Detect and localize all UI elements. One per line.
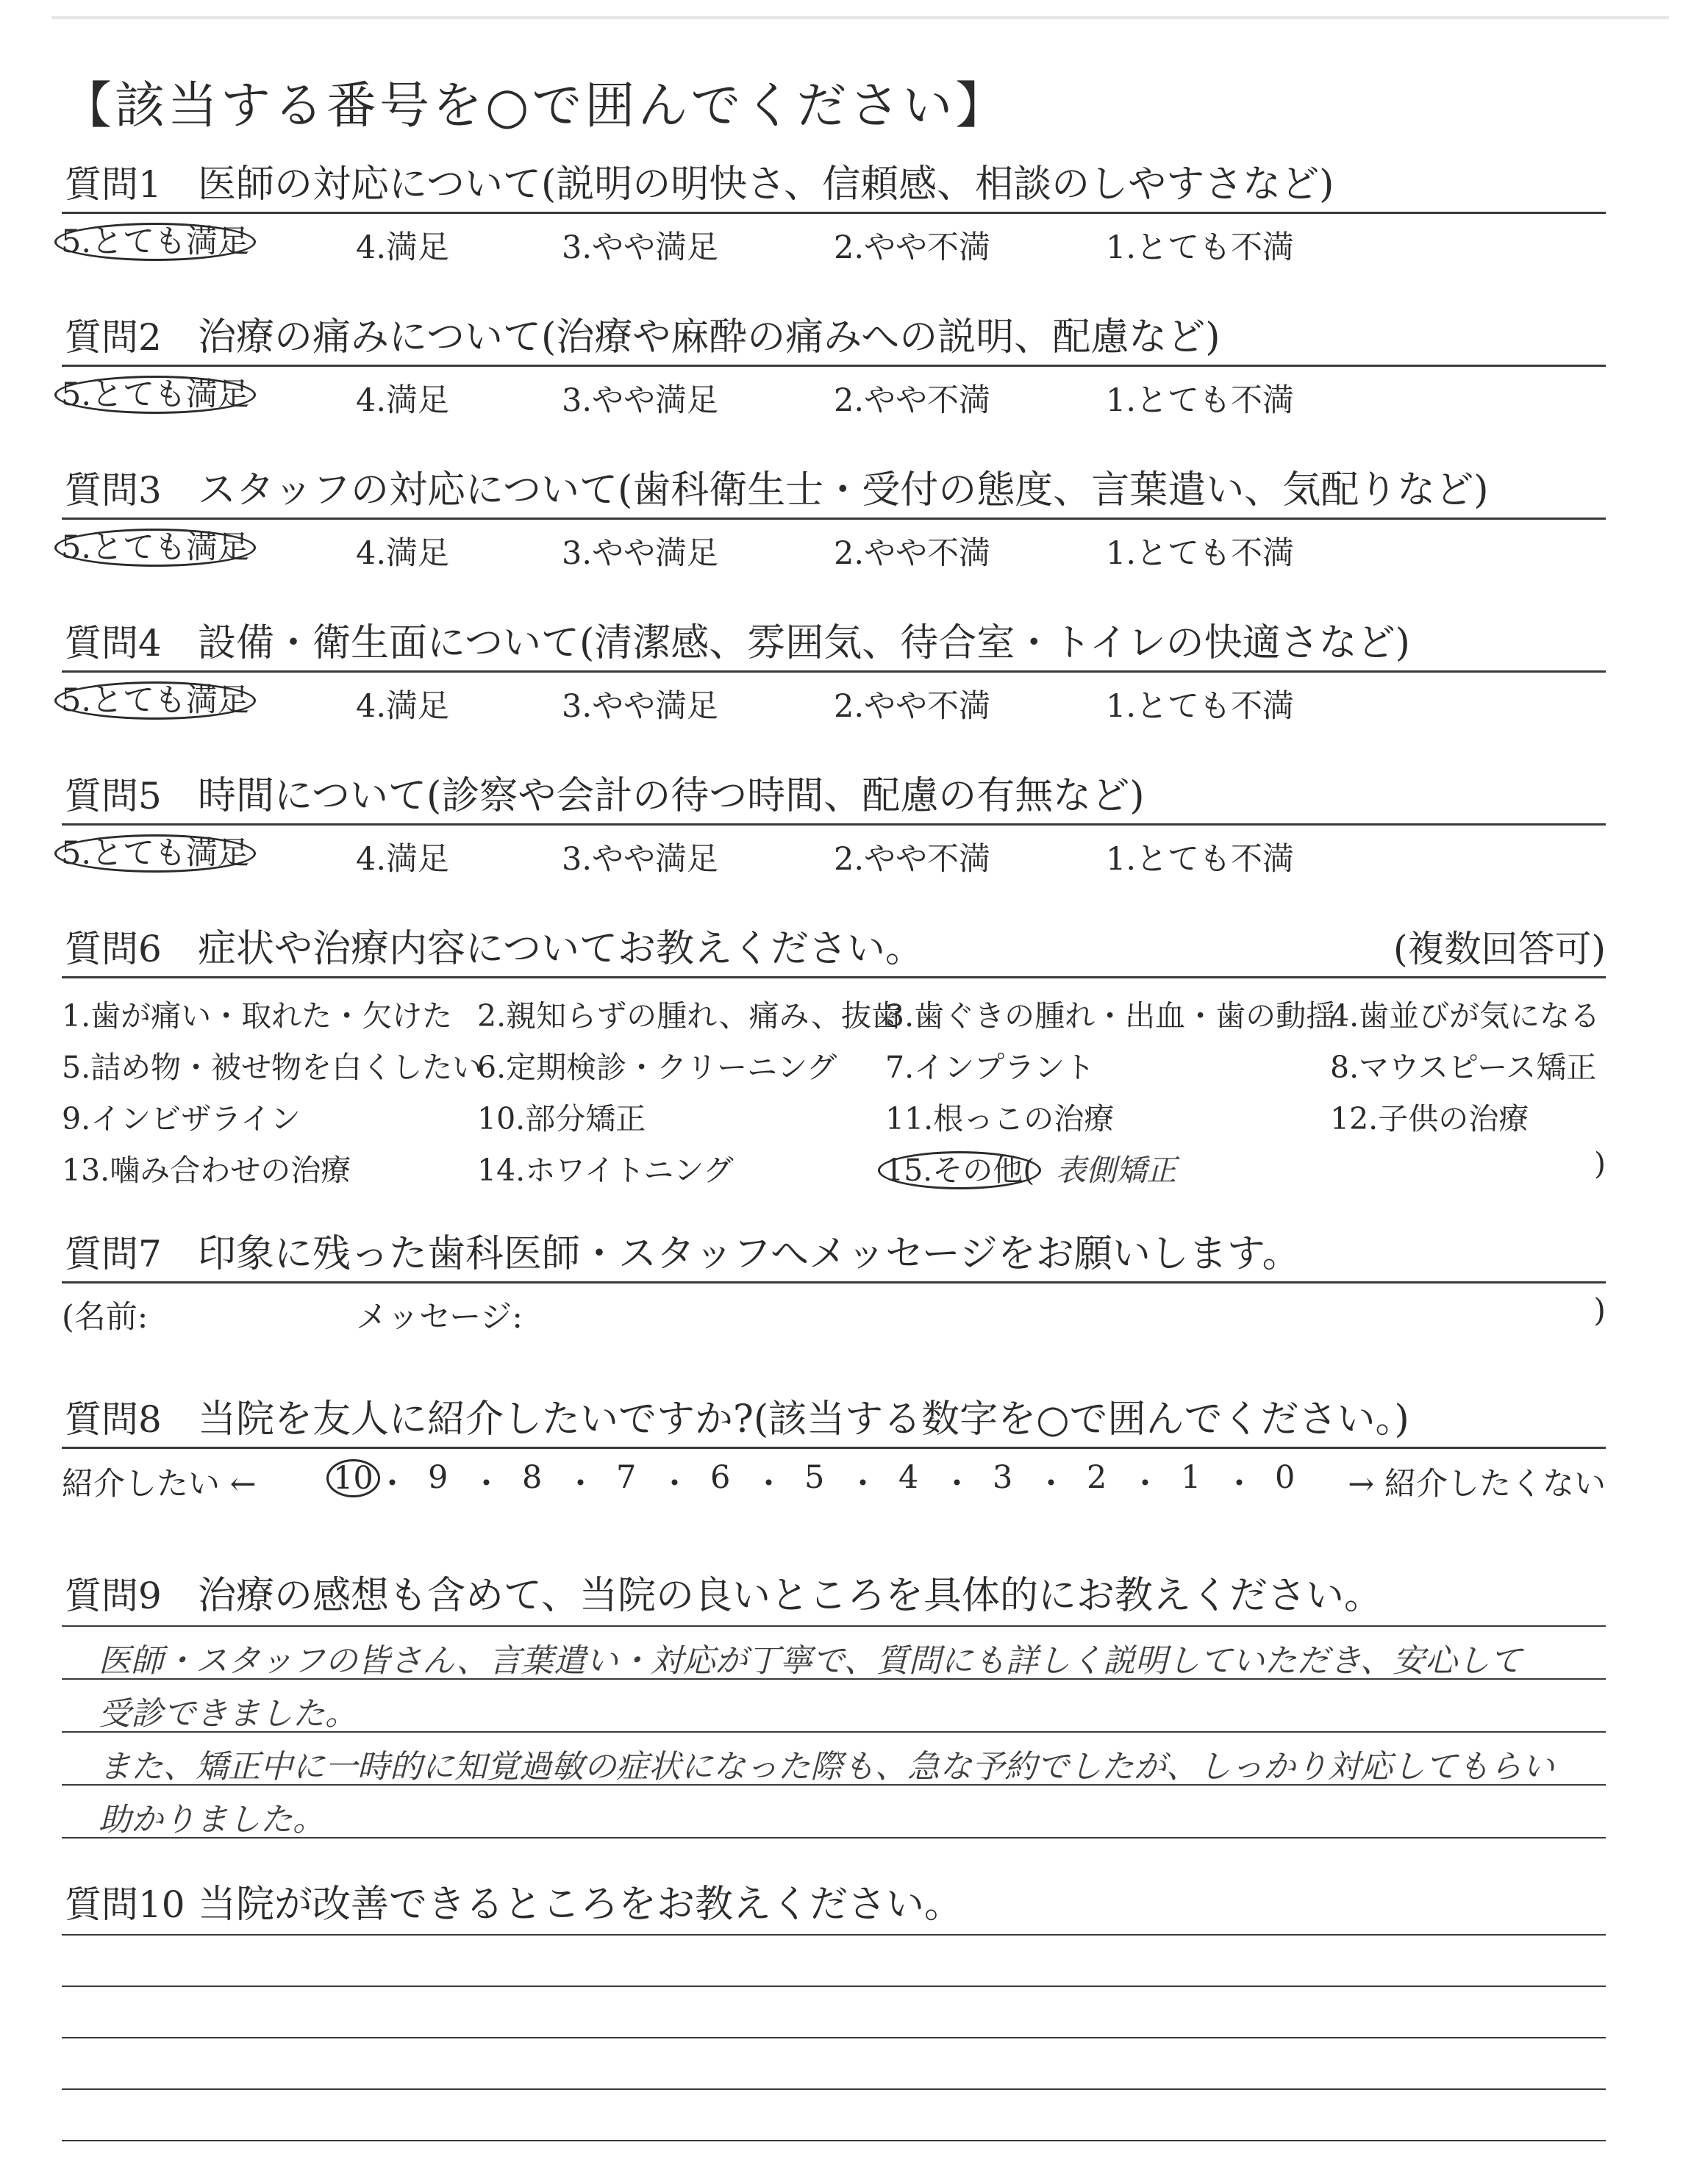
scale-value[interactable]: 6 <box>710 1459 731 1496</box>
handwritten-answer-line: 医師・スタッフの皆さん、言葉遣い・対応が丁寧で、質問にも詳しく説明していただき、安心して <box>99 1642 1522 1680</box>
treatment-option-label: 2.親知らずの腫れ、痛み、抜歯 <box>477 998 902 1034</box>
scale-value[interactable]: 4 <box>898 1459 919 1496</box>
rating-option[interactable]: 1.とても不満 <box>1106 382 1295 419</box>
treatment-option[interactable] <box>1330 992 1600 1035</box>
question-9 <box>62 1562 1606 1919</box>
question-text: 印象に残った歯科医師・スタッフへメッセージをお願いします。 <box>198 1232 1301 1276</box>
rating-option[interactable]: 2.やや不満 <box>834 535 991 572</box>
scale-dot: ・ <box>847 1466 879 1503</box>
close-paren: ) <box>1593 1292 1606 1329</box>
question-number: 質問8 <box>65 1398 162 1441</box>
handwritten-answer-line: 受診できました。 <box>99 1695 357 1733</box>
question-number: 質問1 <box>65 163 162 206</box>
question-number: 質問9 <box>65 1575 162 1617</box>
rating-options <box>62 367 1606 418</box>
question-7 <box>62 1220 1606 1335</box>
scale-value[interactable]: 0 <box>1275 1459 1295 1496</box>
treatment-option-label: 7.インプラント <box>885 1050 1096 1085</box>
rating-option[interactable]: 3.やや満足 <box>562 841 719 878</box>
name-label: (名前: <box>62 1299 149 1336</box>
treatment-option[interactable] <box>477 992 901 1035</box>
question-4 <box>62 609 1606 724</box>
scale-dot: ・ <box>471 1466 502 1503</box>
question-text: 症状や治療内容についてお教えください。 <box>198 927 923 971</box>
treatment-option-selected[interactable] <box>885 1146 1176 1189</box>
question-1 <box>62 151 1606 265</box>
rating-option-selected[interactable]: 5.とても満足 <box>54 223 256 261</box>
question-header <box>62 457 1606 520</box>
rating-option[interactable]: 3.やや満足 <box>562 535 719 572</box>
treatment-option-label: 8.マウスピース矯正 <box>1330 1050 1597 1085</box>
rating-option[interactable]: 4.満足 <box>356 688 450 725</box>
question-header <box>62 151 1606 214</box>
question-text: 治療の感想も含めて、当院の良いところを具体的にお教えください。 <box>198 1574 1382 1618</box>
treatment-option[interactable] <box>62 1095 301 1138</box>
ruled-line <box>62 2037 1606 2038</box>
rating-option[interactable]: 2.やや不満 <box>834 841 991 878</box>
treatment-option[interactable] <box>885 1095 1114 1138</box>
other-handwritten: 表側矯正 <box>1056 1153 1177 1188</box>
ruled-line <box>62 1934 1606 1936</box>
treatment-option[interactable] <box>477 1095 646 1138</box>
treatment-option-label: 4.歯並びが気になる <box>1330 998 1601 1034</box>
treatment-option[interactable] <box>62 992 452 1035</box>
rating-option-selected[interactable]: 5.とても満足 <box>54 529 256 567</box>
handwritten-answer-line: 助かりました。 <box>99 1801 325 1839</box>
treatment-option[interactable] <box>62 1146 351 1189</box>
rating-option[interactable]: 4.満足 <box>356 841 450 878</box>
rating-option[interactable]: 1.とても不満 <box>1106 535 1295 572</box>
rating-options <box>62 826 1606 877</box>
treatment-option-label: 13.噛み合わせの治療 <box>62 1153 351 1188</box>
rating-option[interactable]: 4.満足 <box>356 382 450 419</box>
treatment-option-label: 15.その他( <box>878 1151 1041 1189</box>
top-divider <box>51 16 1669 19</box>
treatment-option[interactable] <box>62 1043 482 1086</box>
question-text: 当院を友人に紹介したいですか?(該当する数字を○で囲んでください。) <box>198 1397 1409 1442</box>
treatment-option-label: 6.定期検診・クリーニング <box>477 1050 837 1085</box>
other-close-paren: ) <box>1594 1146 1606 1181</box>
rating-option[interactable]: 4.満足 <box>356 229 450 266</box>
treatment-options <box>62 978 1606 1188</box>
scale-value-selected[interactable]: 10 <box>326 1459 380 1497</box>
question-text: 医師の対応について(説明の明快さ、信頼感、相談のしやすさなど) <box>198 162 1334 207</box>
scale-dot: ・ <box>1035 1466 1067 1503</box>
rating-option-selected[interactable]: 5.とても満足 <box>54 376 256 414</box>
treatment-option-label: 14.ホワイトニング <box>477 1153 734 1188</box>
scale-right-label: → 紹介したくない <box>1348 1466 1606 1503</box>
ruled-line <box>62 1625 1606 1627</box>
question-8 <box>62 1386 1606 1508</box>
treatment-option[interactable] <box>1330 1043 1596 1086</box>
rating-option[interactable]: 3.やや満足 <box>562 688 719 725</box>
scale-dot: ・ <box>376 1466 408 1503</box>
scale-value[interactable]: 3 <box>993 1459 1013 1496</box>
rating-option[interactable]: 3.やや満足 <box>562 229 719 266</box>
rating-option-selected[interactable]: 5.とても満足 <box>54 681 256 720</box>
scale-left-label: 紹介したい ← <box>62 1466 257 1503</box>
scale-dot: ・ <box>659 1466 690 1503</box>
question-number: 質問10 <box>65 1883 185 1926</box>
rating-option[interactable]: 2.やや不満 <box>834 229 991 266</box>
question-5 <box>62 762 1606 877</box>
scale-dot: ・ <box>1129 1466 1161 1503</box>
treatment-option[interactable] <box>885 1043 1095 1086</box>
rating-option[interactable]: 2.やや不満 <box>834 688 991 725</box>
rating-option[interactable]: 1.とても不満 <box>1106 688 1295 725</box>
question-2 <box>62 304 1606 418</box>
question-number: 質問7 <box>65 1233 162 1275</box>
recommend-scale <box>62 1449 1606 1508</box>
question-text: 治療の痛みについて(治療や麻酔の痛みへの説明、配慮など) <box>198 315 1221 359</box>
question-text: 時間について(診察や会計の待つ時間、配慮の有無など) <box>198 774 1145 818</box>
question-header <box>62 304 1606 367</box>
treatment-option-label: 5.詰め物・被せ物を白くしたい <box>62 1050 483 1085</box>
question-header <box>62 762 1606 826</box>
rating-option[interactable]: 2.やや不満 <box>834 382 991 419</box>
treatment-option-label: 3.歯ぐきの腫れ・出血・歯の動揺 <box>885 998 1337 1034</box>
rating-options <box>62 214 1606 265</box>
rating-option[interactable]: 4.満足 <box>356 535 450 572</box>
treatment-option-label: 10.部分矯正 <box>477 1101 646 1136</box>
handwritten-answer-line: また、矯正中に一時的に知覚過敏の症状になった際も、急な予約でしたが、しっかり対応してもらい <box>99 1748 1554 1786</box>
ruled-line <box>62 1986 1606 1987</box>
question-note: (複数回答可) <box>1393 928 1606 970</box>
rating-options <box>62 673 1606 724</box>
scale-value[interactable]: 5 <box>804 1459 825 1496</box>
question-number: 質問5 <box>65 775 162 817</box>
question-text: 当院が改善できるところをお教えください。 <box>198 1883 963 1927</box>
scale-dot: ・ <box>565 1466 596 1503</box>
treatment-option-label: 12.子供の治療 <box>1330 1101 1529 1136</box>
rating-option[interactable]: 1.とても不満 <box>1106 841 1295 878</box>
ruled-line <box>62 2088 1606 2090</box>
rating-option[interactable]: 3.やや満足 <box>562 382 719 419</box>
scale-value[interactable]: 7 <box>616 1459 637 1496</box>
treatment-option[interactable] <box>885 992 1336 1035</box>
scale-value[interactable]: 2 <box>1087 1459 1107 1496</box>
question-number: 質問4 <box>65 622 162 665</box>
scale-dot: ・ <box>1223 1466 1255 1503</box>
question-text: 設備・衛生面について(清潔感、雰囲気、待合室・トイレの快適さなど) <box>198 621 1410 665</box>
scale-dot: ・ <box>941 1466 973 1503</box>
question-3 <box>62 457 1606 571</box>
scale-value[interactable]: 8 <box>522 1459 543 1496</box>
treatment-option[interactable] <box>1330 1095 1529 1138</box>
page-title: 【該当する番号を○で囲んでください】 <box>62 77 1009 135</box>
treatment-option[interactable] <box>477 1146 734 1189</box>
scale-value[interactable]: 9 <box>428 1459 448 1496</box>
message-label: メッセージ: <box>356 1299 523 1336</box>
treatment-option-label: 1.歯が痛い・取れた・欠けた <box>62 998 453 1034</box>
question-6 <box>62 915 1606 1188</box>
treatment-option-label: 11.根っこの治療 <box>885 1101 1115 1136</box>
answer-area <box>62 1934 1606 2184</box>
scale-dot: ・ <box>753 1466 785 1503</box>
rating-option-selected[interactable]: 5.とても満足 <box>54 834 256 873</box>
question-number: 質問6 <box>65 928 162 970</box>
question-10 <box>62 1871 1606 2184</box>
question-text: スタッフの対応について(歯科衛生士・受付の態度、言葉遣い、気配りなど) <box>198 468 1489 512</box>
treatment-option[interactable] <box>477 1043 837 1086</box>
question-number: 質問3 <box>65 469 162 512</box>
question-number: 質問2 <box>65 316 162 359</box>
rating-options <box>62 520 1606 571</box>
question-header <box>62 609 1606 673</box>
treatment-option-label: 9.インビザライン <box>62 1101 301 1136</box>
scale-value[interactable]: 1 <box>1181 1459 1201 1496</box>
rating-option[interactable]: 1.とても不満 <box>1106 229 1295 266</box>
